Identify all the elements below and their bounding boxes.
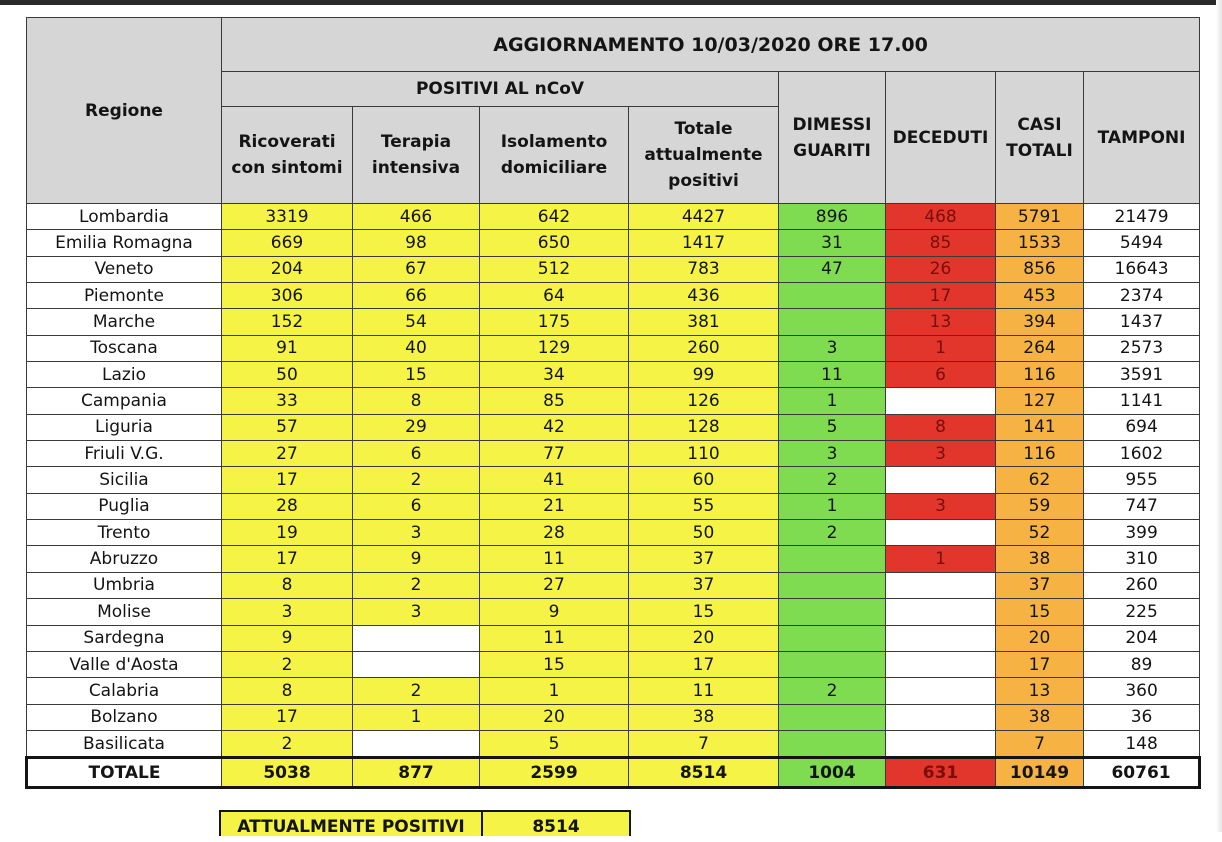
cell-casi: 59 (996, 493, 1084, 519)
cell-casi: 394 (996, 309, 1084, 335)
header-ricoverati: Ricoverati con sintomi (222, 107, 353, 204)
cell-totale: 50 (629, 520, 779, 546)
cell-dimessi: 896 (779, 204, 886, 230)
header-terapia: Terapia intensiva (353, 107, 480, 204)
cell-totale: 15 (629, 599, 779, 625)
cell-totale: 126 (629, 388, 779, 414)
cell-deceduti: 26 (886, 256, 996, 282)
cell-terapia: 2 (353, 467, 480, 493)
cell-terapia (353, 651, 480, 677)
cell-ricoverati: 669 (222, 230, 353, 256)
cell-terapia: 1 (353, 704, 480, 730)
cell-dimessi: 11 (779, 362, 886, 388)
cell-deceduti (886, 572, 996, 598)
cell-dimessi (779, 651, 886, 677)
cell-ricoverati: 2 (222, 730, 353, 757)
table-row (27, 388, 1200, 414)
cell-casi: 17 (996, 651, 1084, 677)
cell-tamponi: 3591 (1084, 362, 1200, 388)
cell-casi: 38 (996, 704, 1084, 730)
cell-isolamento: 2599 (480, 758, 629, 788)
cell-deceduti: 3 (886, 441, 996, 467)
cell-deceduti (886, 599, 996, 625)
cell-tamponi: 310 (1084, 546, 1200, 572)
cell-tamponi: 89 (1084, 651, 1200, 677)
cell-regione: Marche (27, 309, 222, 335)
cell-totale: 783 (629, 256, 779, 282)
cell-tamponi: 399 (1084, 520, 1200, 546)
cell-regione: Emilia Romagna (27, 230, 222, 256)
cell-terapia: 29 (353, 414, 480, 440)
right-edge (1216, 0, 1222, 832)
table-row (27, 704, 1200, 730)
cell-totale: 260 (629, 335, 779, 361)
cell-deceduti: 8 (886, 414, 996, 440)
cell-regione: Sicilia (27, 467, 222, 493)
cell-tamponi: 1602 (1084, 441, 1200, 467)
cell-casi: 453 (996, 283, 1084, 309)
table-row (27, 467, 1200, 493)
cell-tamponi: 5494 (1084, 230, 1200, 256)
cell-totale: 55 (629, 493, 779, 519)
table-row (27, 230, 1200, 256)
cell-ricoverati: 27 (222, 441, 353, 467)
cell-isolamento: 9 (480, 599, 629, 625)
cell-casi: 116 (996, 441, 1084, 467)
cell-regione: Veneto (27, 256, 222, 282)
cell-ricoverati: 3319 (222, 204, 353, 230)
cell-totale: 17 (629, 651, 779, 677)
header-positivi: POSITIVI AL nCoV (222, 72, 779, 107)
total-row (27, 758, 1200, 788)
cell-tamponi: 60761 (1084, 758, 1200, 788)
cell-deceduti (886, 388, 996, 414)
cell-dimessi: 2 (779, 520, 886, 546)
cell-terapia: 6 (353, 441, 480, 467)
cell-tamponi: 148 (1084, 730, 1200, 757)
cell-dimessi (779, 599, 886, 625)
cell-ricoverati: 57 (222, 414, 353, 440)
cell-terapia: 6 (353, 493, 480, 519)
cell-deceduti (886, 467, 996, 493)
cell-isolamento: 77 (480, 441, 629, 467)
cell-isolamento: 5 (480, 730, 629, 757)
table-row (27, 414, 1200, 440)
cell-terapia: 466 (353, 204, 480, 230)
cell-regione: Calabria (27, 678, 222, 704)
cell-regione: Piemonte (27, 283, 222, 309)
cell-tamponi: 747 (1084, 493, 1200, 519)
cell-totale: 381 (629, 309, 779, 335)
header-isolamento: Isolamento domiciliare (480, 107, 629, 204)
table-row (27, 493, 1200, 519)
cell-regione: Trento (27, 520, 222, 546)
cell-tamponi: 21479 (1084, 204, 1200, 230)
cell-ricoverati: 204 (222, 256, 353, 282)
summary-box (219, 810, 631, 836)
cell-casi: 7 (996, 730, 1084, 757)
cell-regione: Sardegna (27, 625, 222, 651)
cell-casi: 856 (996, 256, 1084, 282)
cell-casi: 62 (996, 467, 1084, 493)
cell-dimessi (779, 730, 886, 757)
cell-deceduti (886, 704, 996, 730)
cell-casi: 141 (996, 414, 1084, 440)
cell-ricoverati: 2 (222, 651, 353, 677)
cell-terapia: 3 (353, 599, 480, 625)
cell-dimessi: 3 (779, 441, 886, 467)
cell-dimessi: 5 (779, 414, 886, 440)
table-row (27, 309, 1200, 335)
cell-dimessi: 1004 (779, 758, 886, 788)
cell-dimessi: 47 (779, 256, 886, 282)
cell-terapia: 66 (353, 283, 480, 309)
header-aggiornamento: AGGIORNAMENTO 10/03/2020 ORE 17.00 (222, 18, 1200, 72)
cell-dimessi: 2 (779, 467, 886, 493)
cell-totale: 7 (629, 730, 779, 757)
cell-casi: 38 (996, 546, 1084, 572)
cell-deceduti: 1 (886, 335, 996, 361)
cell-ricoverati: 5038 (222, 758, 353, 788)
cell-deceduti (886, 625, 996, 651)
cell-totale: 128 (629, 414, 779, 440)
cell-ricoverati: 306 (222, 283, 353, 309)
table-row (27, 520, 1200, 546)
cell-ricoverati: 152 (222, 309, 353, 335)
summary-label: ATTUALMENTE POSITIVI (221, 812, 483, 836)
cell-deceduti: 468 (886, 204, 996, 230)
table-row (27, 678, 1200, 704)
cell-terapia: 2 (353, 678, 480, 704)
cell-deceduti (886, 651, 996, 677)
cell-regione: Lazio (27, 362, 222, 388)
cell-regione: Campania (27, 388, 222, 414)
cell-isolamento: 42 (480, 414, 629, 440)
cell-terapia: 9 (353, 546, 480, 572)
cell-deceduti: 13 (886, 309, 996, 335)
table-row (27, 546, 1200, 572)
cell-isolamento: 34 (480, 362, 629, 388)
cell-deceduti: 3 (886, 493, 996, 519)
cell-isolamento: 1 (480, 678, 629, 704)
header-tamponi: TAMPONI (1084, 72, 1200, 204)
header-dimessi: DIMESSI GUARITI (779, 72, 886, 204)
cell-tamponi: 955 (1084, 467, 1200, 493)
cell-totale: 99 (629, 362, 779, 388)
cell-ricoverati: 17 (222, 546, 353, 572)
cell-dimessi (779, 283, 886, 309)
cell-tamponi: 16643 (1084, 256, 1200, 282)
cell-tamponi: 1141 (1084, 388, 1200, 414)
cell-ricoverati: 8 (222, 572, 353, 598)
cell-tamponi: 1437 (1084, 309, 1200, 335)
cell-casi: 13 (996, 678, 1084, 704)
cell-deceduti (886, 520, 996, 546)
cell-isolamento: 21 (480, 493, 629, 519)
cell-terapia: 8 (353, 388, 480, 414)
cell-dimessi (779, 546, 886, 572)
cell-dimessi: 31 (779, 230, 886, 256)
cell-isolamento: 512 (480, 256, 629, 282)
cell-casi: 10149 (996, 758, 1084, 788)
cell-terapia: 877 (353, 758, 480, 788)
cell-totale: 436 (629, 283, 779, 309)
cell-casi: 15 (996, 599, 1084, 625)
cell-casi: 52 (996, 520, 1084, 546)
cell-tamponi: 36 (1084, 704, 1200, 730)
table-row (27, 599, 1200, 625)
cell-regione: Umbria (27, 572, 222, 598)
cell-dimessi (779, 625, 886, 651)
cell-dimessi: 1 (779, 388, 886, 414)
cell-ricoverati: 19 (222, 520, 353, 546)
cell-regione: Molise (27, 599, 222, 625)
cell-totale: 20 (629, 625, 779, 651)
cell-ricoverati: 50 (222, 362, 353, 388)
header-totale-positivi: Totale attualmente positivi (629, 107, 779, 204)
cell-regione: Toscana (27, 335, 222, 361)
table-row (27, 256, 1200, 282)
cell-totale: 37 (629, 546, 779, 572)
cell-deceduti: 1 (886, 546, 996, 572)
top-border (0, 0, 1222, 5)
cell-isolamento: 85 (480, 388, 629, 414)
cell-regione: Bolzano (27, 704, 222, 730)
table-row (27, 362, 1200, 388)
cell-terapia: 54 (353, 309, 480, 335)
cell-tamponi: 2374 (1084, 283, 1200, 309)
table-row (27, 335, 1200, 361)
cell-terapia (353, 625, 480, 651)
cell-deceduti (886, 730, 996, 757)
cell-totale: 4427 (629, 204, 779, 230)
cell-regione: Basilicata (27, 730, 222, 757)
summary-value: 8514 (532, 817, 580, 837)
cell-isolamento: 642 (480, 204, 629, 230)
cell-isolamento: 11 (480, 625, 629, 651)
cell-tamponi: 225 (1084, 599, 1200, 625)
cell-isolamento: 20 (480, 704, 629, 730)
cell-deceduti: 6 (886, 362, 996, 388)
cell-casi: 116 (996, 362, 1084, 388)
cell-regione: Puglia (27, 493, 222, 519)
cell-isolamento: 11 (480, 546, 629, 572)
cell-tamponi: 694 (1084, 414, 1200, 440)
cell-casi: 127 (996, 388, 1084, 414)
cell-isolamento: 41 (480, 467, 629, 493)
table-row (27, 625, 1200, 651)
cell-isolamento: 27 (480, 572, 629, 598)
cell-terapia: 67 (353, 256, 480, 282)
cell-regione: Valle d'Aosta (27, 651, 222, 677)
cell-ricoverati: 17 (222, 704, 353, 730)
cell-casi: 264 (996, 335, 1084, 361)
cell-isolamento: 15 (480, 651, 629, 677)
cell-casi: 37 (996, 572, 1084, 598)
cell-isolamento: 129 (480, 335, 629, 361)
cell-dimessi (779, 309, 886, 335)
cell-terapia (353, 730, 480, 757)
table-row (27, 651, 1200, 677)
header-deceduti: DECEDUTI (886, 72, 996, 204)
cell-ricoverati: 9 (222, 625, 353, 651)
cell-regione: Friuli V.G. (27, 441, 222, 467)
cell-deceduti (886, 678, 996, 704)
cell-totale: 60 (629, 467, 779, 493)
cell-regione: Abruzzo (27, 546, 222, 572)
cell-terapia: 98 (353, 230, 480, 256)
cell-tamponi: 2573 (1084, 335, 1200, 361)
cell-casi: 1533 (996, 230, 1084, 256)
header-regione: Regione (27, 18, 222, 204)
cell-isolamento: 175 (480, 309, 629, 335)
cell-dimessi: 3 (779, 335, 886, 361)
header-casi: CASI TOTALI (996, 72, 1084, 204)
cell-tamponi: 204 (1084, 625, 1200, 651)
cell-ricoverati: 3 (222, 599, 353, 625)
cell-ricoverati: 17 (222, 467, 353, 493)
cell-terapia: 15 (353, 362, 480, 388)
cell-tamponi: 260 (1084, 572, 1200, 598)
table-row (27, 283, 1200, 309)
table-row (27, 730, 1200, 757)
table-row (27, 572, 1200, 598)
cell-ricoverati: 28 (222, 493, 353, 519)
cell-casi: 20 (996, 625, 1084, 651)
cell-terapia: 3 (353, 520, 480, 546)
cell-deceduti: 17 (886, 283, 996, 309)
cell-regione: Lombardia (27, 204, 222, 230)
cell-dimessi (779, 572, 886, 598)
cell-totale: 38 (629, 704, 779, 730)
cell-casi: 5791 (996, 204, 1084, 230)
table-row (27, 204, 1200, 230)
cell-tamponi: 360 (1084, 678, 1200, 704)
cell-totale: 11 (629, 678, 779, 704)
cell-ricoverati: 91 (222, 335, 353, 361)
cell-deceduti: 85 (886, 230, 996, 256)
cell-dimessi: 1 (779, 493, 886, 519)
cell-dimessi: 2 (779, 678, 886, 704)
cell-isolamento: 28 (480, 520, 629, 546)
cell-regione: Liguria (27, 414, 222, 440)
cell-totale: 8514 (629, 758, 779, 788)
cell-isolamento: 650 (480, 230, 629, 256)
cell-totale: 110 (629, 441, 779, 467)
cell-totale: 37 (629, 572, 779, 598)
cell-ricoverati: 33 (222, 388, 353, 414)
cell-terapia: 2 (353, 572, 480, 598)
cell-dimessi (779, 704, 886, 730)
table-row (27, 441, 1200, 467)
covid-table (25, 17, 1201, 789)
cell-deceduti: 631 (886, 758, 996, 788)
cell-isolamento: 64 (480, 283, 629, 309)
cell-terapia: 40 (353, 335, 480, 361)
cell-regione: TOTALE (27, 758, 222, 788)
cell-totale: 1417 (629, 230, 779, 256)
cell-ricoverati: 8 (222, 678, 353, 704)
